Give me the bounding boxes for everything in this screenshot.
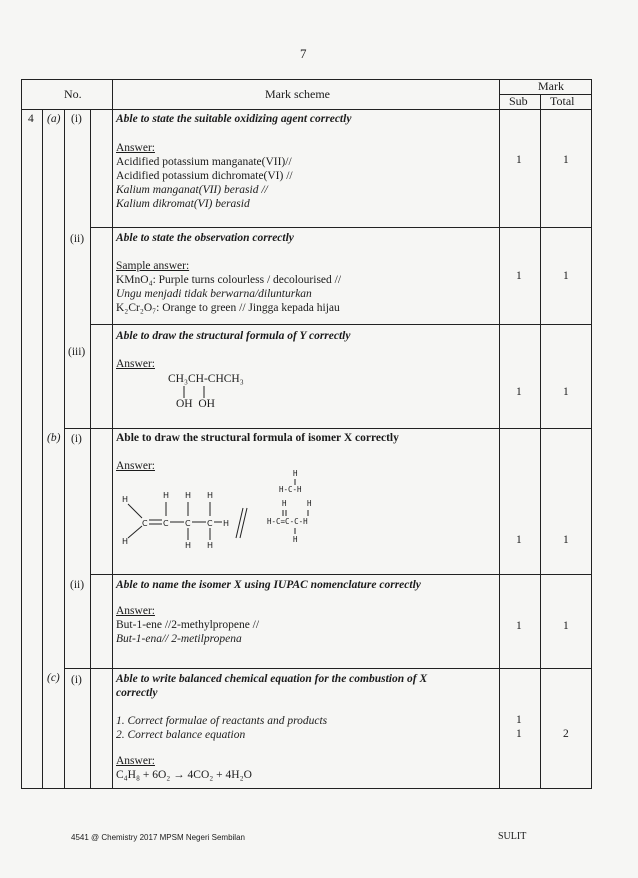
row-divider	[22, 109, 591, 110]
answer-label: Sample answer:	[116, 260, 190, 272]
question-number: 4	[28, 113, 34, 125]
answer-line: Ungu menjadi tidak berwarna/dilunturkan	[116, 288, 312, 300]
criterion-text: Able to draw the structural formula of Y correctly	[116, 330, 351, 342]
sub-mark: 1	[516, 620, 522, 632]
total-mark: 1	[563, 270, 569, 282]
svg-text:H: H	[293, 469, 298, 478]
answer-line: Acidified potassium dichromate(VI) //	[116, 170, 293, 182]
criterion-text: Able to write balanced chemical equation for the combustion of X	[116, 673, 428, 685]
subpart-num: (i)	[71, 674, 82, 686]
total-mark: 1	[563, 386, 569, 398]
svg-text:H: H	[122, 495, 129, 504]
header-total: Total	[550, 94, 575, 108]
footer-left: 4541 @ Chemistry 2017 MPSM Negeri Sembilan	[71, 833, 245, 842]
svg-text:C: C	[207, 519, 213, 528]
part-b-label: (b)	[47, 432, 61, 444]
col-divider	[42, 109, 43, 788]
svg-text:H: H	[307, 499, 312, 508]
svg-text:H: H	[207, 491, 214, 500]
svg-text:C: C	[163, 519, 169, 528]
svg-text:H: H	[223, 519, 230, 528]
row-divider	[90, 227, 591, 228]
balanced-equation: C₄H₈ + 6O₂ → 4CO₂ + 4H₂O	[116, 769, 252, 781]
total-mark: 2	[563, 728, 569, 740]
answer-line: KMnO₄: Purple turns colourless / decolourised //	[116, 274, 342, 286]
answer-label: Answer:	[116, 142, 155, 154]
sub-mark: 1	[516, 154, 522, 166]
svg-text:C: C	[142, 519, 148, 528]
answer-line: Acidified potassium manganate(VII)//	[116, 156, 292, 168]
answer-label: Answer:	[116, 358, 155, 370]
svg-text:H: H	[185, 541, 192, 550]
svg-text:H-C=C-C-H: H-C=C-C-H	[267, 517, 308, 526]
svg-text:H: H	[207, 541, 214, 550]
answer-label: Answer:	[116, 605, 155, 617]
answer-label: Answer:	[116, 460, 155, 472]
answer-line: K₂Cr₂O₇: Orange to green // Jingga kepada hijau	[116, 302, 340, 314]
sub-mark: 1	[516, 714, 522, 726]
criterion-text: correctly	[116, 687, 158, 699]
header-no: No.	[64, 87, 82, 101]
mark-scheme-table	[21, 79, 592, 789]
scheme-point: 1. Correct formulae of reactants and products	[116, 715, 328, 727]
2-methylpropene-structure	[237, 468, 367, 563]
header-sub: Sub	[509, 94, 528, 108]
col-divider	[90, 109, 91, 788]
criterion-text: Able to name the isomer X using IUPAC nomenclature correctly	[116, 579, 421, 591]
row-divider	[90, 574, 591, 575]
svg-text:H: H	[163, 491, 170, 500]
total-mark: 1	[563, 534, 569, 546]
row-divider	[64, 428, 591, 429]
svg-text:C: C	[185, 519, 191, 528]
total-mark: 1	[563, 620, 569, 632]
row-divider	[90, 324, 591, 325]
sub-mark: 1	[516, 386, 522, 398]
sub-mark: 1	[516, 270, 522, 282]
col-divider	[64, 109, 65, 788]
col-divider	[112, 80, 113, 788]
svg-text:H: H	[282, 499, 287, 508]
answer-line: But-1-ena// 2-metilpropena	[116, 633, 242, 645]
formula-bottom: OH OH	[176, 398, 215, 410]
subpart-num: (i)	[71, 433, 82, 445]
header-mark: Mark	[538, 79, 564, 93]
col-divider	[499, 80, 500, 788]
answer-label: Answer:	[116, 755, 155, 767]
answer-line: Kalium dikromat(VI) berasid	[116, 198, 250, 210]
part-c-label: (c)	[47, 672, 60, 684]
answer-line: Kalium manganat(VII) berasid //	[116, 184, 268, 196]
scheme-point: 2. Correct balance equation	[116, 729, 246, 741]
part-a-label: (a)	[47, 113, 61, 125]
sub-mark: 1	[516, 534, 522, 546]
subpart-num: (iii)	[68, 346, 86, 358]
col-divider	[540, 94, 541, 788]
answer-line: But-1-ene //2-methylpropene //	[116, 619, 260, 631]
bond-lines	[162, 385, 232, 399]
sub-mark: 1	[516, 728, 522, 740]
criterion-text: Able to state the suitable oxidizing agent correctly	[116, 113, 352, 125]
header-mark-scheme: Mark scheme	[265, 87, 330, 101]
footer-right: SULIT	[498, 831, 527, 842]
svg-text:H: H	[293, 535, 298, 544]
criterion-text: Able to draw the structural formula of isomer X correctly	[116, 432, 399, 444]
page-number: 7	[300, 46, 307, 61]
svg-text:H: H	[122, 537, 129, 546]
subpart-num: (ii)	[70, 233, 85, 245]
formula-top: CH₃CH-CHCH₃	[168, 373, 244, 385]
svg-text:H-C-H: H-C-H	[279, 485, 302, 494]
subpart-num: (i)	[71, 113, 82, 125]
total-mark: 1	[563, 154, 569, 166]
criterion-text: Able to state the observation correctly	[116, 232, 294, 244]
svg-text:H: H	[185, 491, 192, 500]
row-divider	[64, 668, 591, 669]
subpart-num: (ii)	[70, 579, 85, 591]
